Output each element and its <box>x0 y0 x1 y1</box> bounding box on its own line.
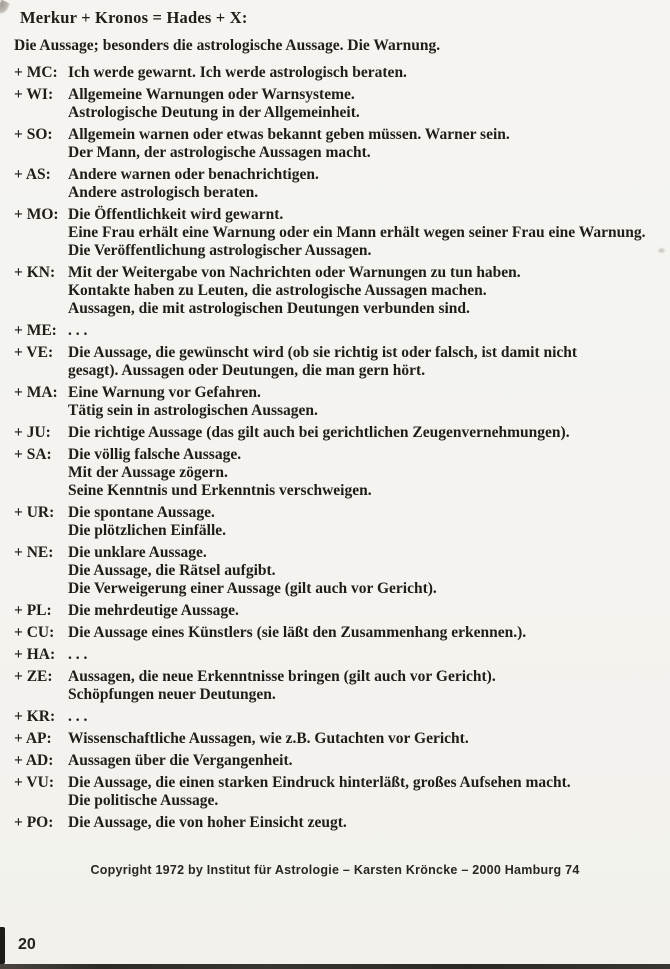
entry-label: + KN: <box>14 264 56 281</box>
entry-line: Mit der Weitergabe von Nachrichten oder Warnungen zu tun haben. <box>68 264 521 281</box>
entry-row <box>14 544 656 598</box>
entry-line: Die unklare Aussage. <box>68 544 207 561</box>
entry-row <box>14 64 656 82</box>
entries-list <box>14 64 656 832</box>
entry-label: + VU: <box>14 774 54 791</box>
entry-line: gesagt). Aussagen oder Deutungen, die man gern hört. <box>68 362 426 379</box>
copyright-line: Copyright 1972 by Institut für Astrologie – Karsten Kröncke – 2000 Hamburg 74 <box>90 863 580 877</box>
entry-lines <box>68 126 656 162</box>
entry-row <box>14 126 656 162</box>
entry-line: Die mehrdeutige Aussage. <box>68 602 239 619</box>
entry-line: Die richtige Aussage (das gilt auch bei gerichtlichen Zeugenvernehmungen). <box>68 424 570 441</box>
entry-label: + JU: <box>14 424 51 441</box>
entry-lines <box>68 624 656 642</box>
entry-line: Eine Frau erhält eine Warnung oder ein Mann erhält wegen seiner Frau eine Warnung. <box>68 224 646 241</box>
scan-bottom-edge <box>0 964 670 969</box>
entry-line: Andere astrologisch beraten. <box>68 184 259 201</box>
entry-row <box>14 322 656 340</box>
entry-row <box>14 624 656 642</box>
entry-row <box>14 344 656 380</box>
entry-line: Die Aussage, die Rätsel aufgibt. <box>68 562 276 579</box>
entry-lines <box>68 206 656 260</box>
entry-lines <box>68 384 656 420</box>
entry-label: + MO: <box>14 206 59 223</box>
entry-line: Aussagen über die Vergangenheit. <box>68 752 293 769</box>
entry-label: + MA: <box>14 384 58 401</box>
entry-row <box>14 774 656 810</box>
entry-line: Kontakte haben zu Leuten, die astrologische Aussagen machen. <box>68 282 487 299</box>
entry-lines <box>68 446 656 500</box>
entry-line: Ich werde gewarnt. Ich werde astrologisch beraten. <box>68 64 407 81</box>
entry-label: + SA: <box>14 446 52 463</box>
entry-lines <box>68 64 656 82</box>
entry-lines <box>68 166 656 202</box>
entry-lines <box>68 86 656 122</box>
entry-lines <box>68 814 656 832</box>
entry-line: . . . <box>68 322 88 339</box>
entry-label: + CU: <box>14 624 55 641</box>
entry-label: + SO: <box>14 126 53 143</box>
entry-lines <box>68 322 656 340</box>
page-title: Merkur + Kronos = Hades + X: <box>20 8 248 27</box>
entry-lines <box>68 264 656 318</box>
entry-line: Die politische Aussage. <box>68 792 219 809</box>
entry-lines <box>68 774 656 810</box>
scan-left-mark <box>0 927 5 964</box>
entry-line: . . . <box>68 708 88 725</box>
entry-line: Tätig sein in astrologischen Aussagen. <box>68 402 318 419</box>
entry-lines <box>68 752 656 770</box>
entry-row <box>14 86 656 122</box>
entry-line: Schöpfungen neuer Deutungen. <box>68 686 276 703</box>
entry-line: Die Veröffentlichung astrologischer Aussagen. <box>68 242 372 259</box>
entry-line: Allgemeine Warnungen oder Warnsysteme. <box>68 86 355 103</box>
entry-label: + UR: <box>14 504 55 521</box>
entry-lines <box>68 668 656 704</box>
entry-line: Allgemein warnen oder etwas bekannt geben müssen. Warner sein. <box>68 126 510 143</box>
entry-line: Aussagen, die mit astrologischen Deutungen verbunden sind. <box>68 300 470 317</box>
entry-label: + ZE: <box>14 668 53 685</box>
entry-label: + WI: <box>14 86 54 103</box>
entry-label: + NE: <box>14 544 54 561</box>
scan-edge-smudge <box>657 247 666 254</box>
entry-line: Die Verweigerung einer Aussage (gilt auch vor Gericht). <box>68 580 437 597</box>
entry-row <box>14 814 656 832</box>
entry-line: Aussagen, die neue Erkenntnisse bringen (gilt auch vor Gericht). <box>68 668 496 685</box>
entry-lines <box>68 602 656 620</box>
entry-row <box>14 602 656 620</box>
entry-label: + AS: <box>14 166 51 183</box>
entry-line: Andere warnen oder benachrichtigen. <box>68 166 319 183</box>
entry-line: Die Aussage, die von hoher Einsicht zeugt. <box>68 814 347 831</box>
entry-lines <box>68 424 656 442</box>
entry-row <box>14 504 656 540</box>
entry-lines <box>68 504 656 540</box>
entry-label: + AP: <box>14 730 52 747</box>
entry-row <box>14 446 656 500</box>
entry-lines <box>68 646 656 664</box>
entry-line: Eine Warnung vor Gefahren. <box>68 384 261 401</box>
entry-lines <box>68 544 656 598</box>
entry-label: + HA: <box>14 646 56 663</box>
entry-row <box>14 708 656 726</box>
entry-label: + MC: <box>14 64 58 81</box>
entry-label: + AD: <box>14 752 54 769</box>
entry-lines <box>68 708 656 726</box>
entry-line: Die völlig falsche Aussage. <box>68 446 242 463</box>
entry-line: Seine Kenntnis und Erkenntnis verschweigen. <box>68 482 372 499</box>
entry-row <box>14 730 656 748</box>
entry-lines <box>68 730 656 748</box>
entry-label: + KR: <box>14 708 56 725</box>
entry-row <box>14 264 656 318</box>
entry-line: Der Mann, der astrologische Aussagen macht. <box>68 144 371 161</box>
entry-row <box>14 384 656 420</box>
entry-label: + PL: <box>14 602 52 619</box>
entry-line: Mit der Aussage zögern. <box>68 464 228 481</box>
entry-row <box>14 206 656 260</box>
entry-row <box>14 668 656 704</box>
page-number: 20 <box>18 936 36 953</box>
entry-line: Die Aussage, die gewünscht wird (ob sie richtig ist oder falsch, ist damit nicht <box>68 344 578 361</box>
entry-row <box>14 424 656 442</box>
entry-line: Astrologische Deutung in der Allgemeinheit. <box>68 104 360 121</box>
entry-label: + PO: <box>14 814 54 831</box>
entry-line: Die Öffentlichkeit wird gewarnt. <box>68 206 284 223</box>
entry-row <box>14 646 656 664</box>
entry-row <box>14 752 656 770</box>
intro-text: Die Aussage; besonders die astrologische Aussage. Die Warnung. <box>14 37 441 54</box>
entry-line: Die Aussage eines Künstlers (sie läßt den Zusammenhang erkennen.). <box>68 624 527 641</box>
entry-line: . . . <box>68 646 88 663</box>
entry-label: + ME: <box>14 322 57 339</box>
entry-label: + VE: <box>14 344 54 361</box>
entry-lines <box>68 344 656 380</box>
entry-line: Wissenschaftliche Aussagen, wie z.B. Gutachten vor Gericht. <box>68 730 469 747</box>
entry-line: Die plötzlichen Einfälle. <box>68 522 227 539</box>
entry-line: Die Aussage, die einen starken Eindruck hinterläßt, großes Aufsehen macht. <box>68 774 571 791</box>
entry-row <box>14 166 656 202</box>
entry-line: Die spontane Aussage. <box>68 504 215 521</box>
